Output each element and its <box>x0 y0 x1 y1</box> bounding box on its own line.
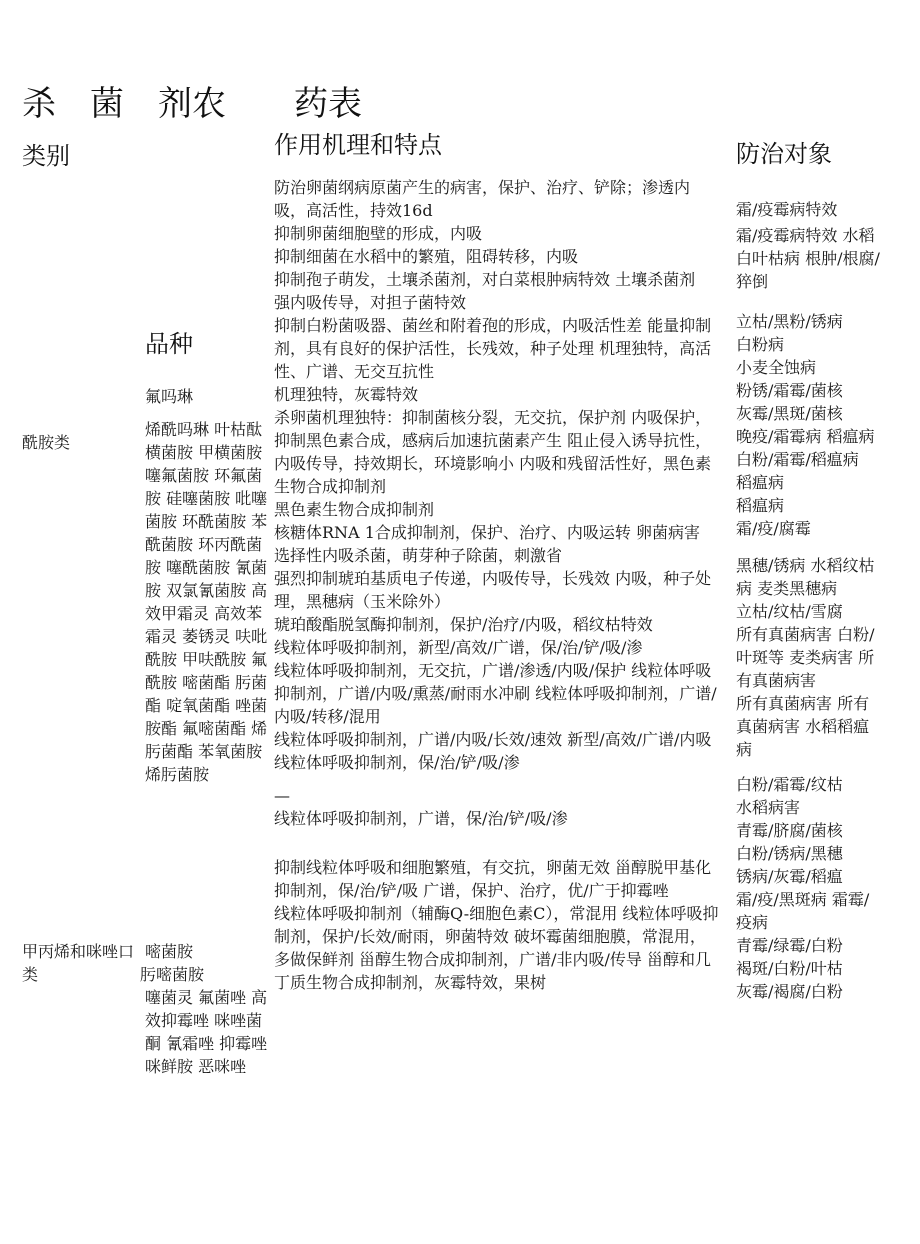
target-line: 白粉/霜霉/稻瘟病 <box>736 450 859 469</box>
target-line: 粉锈/霜霉/菌核 <box>736 381 843 400</box>
mechanism-line: 抑制白粉菌吸器、菌丝和附着孢的形成，内吸活性差 能量抑制剂，具有良好的保护活性，长残效，种子处理 机理独特，高活性、广谱、无交互抗性 <box>274 316 712 381</box>
header-target: 防治对象 <box>736 140 832 168</box>
mechanism-line: 抑制线粒体呼吸和细胞繁殖，有交抗，卵菌无效 甾醇脱甲基化抑制剂，保/治/铲/吸 广谱，保护、治疗，优/广于抑霉唑 <box>274 858 712 900</box>
mechanism-line: 线粒体呼吸抑制剂，广谱，保/治/铲/吸/渗 <box>274 809 568 828</box>
target-line: 小麦全蚀病 <box>736 358 817 377</box>
target-line: 白粉/锈病/黑穗 <box>736 844 843 863</box>
target-line: 白粉/霜霉/纹枯 <box>736 775 843 794</box>
mechanism-line: 防治卵菌纲病原菌产生的病害，保护、治疗、铲除；渗透内吸，高活性，持效16d <box>274 178 691 220</box>
page-title: 杀 菌 剂农 药表 <box>22 84 362 124</box>
mechanism-line: 强内吸传导，对担子菌特效 <box>274 293 467 312</box>
target-line: 锈病/灰霉/稻瘟 <box>736 867 843 886</box>
header-category: 类别 <box>22 142 70 170</box>
mechanism-line: 抑制卵菌细胞壁的形成，内吸 <box>274 224 483 243</box>
mechanism-line: 杀卵菌机理独特：抑制菌核分裂，无交抗，保护剂 内吸保护，抑制黑色素合成，感病后加速抗菌素产生 阻止侵入诱导抗性，内吸传导，持效期长，环境影响小 内吸和残留活性好，黑色素生物合成抑制剂 <box>274 408 712 496</box>
mechanism-line: 核糖体RNA 1合成抑制剂，保护、治疗、内吸运转 卵菌病害 <box>274 523 700 542</box>
target-line: 灰霉/黑斑/菌核 <box>736 404 843 423</box>
category-amide: 酰胺类 <box>22 433 71 452</box>
mechanism-line: — <box>274 786 290 805</box>
target-line: 水稻病害 <box>736 798 801 817</box>
variety-first: 氟吗琳 <box>145 387 194 406</box>
mechanism-line: 线粒体呼吸抑制剂，无交抗，广谱/渗透/内吸/保护 线粒体呼吸抑制剂，广谱/内吸/熏蒸/耐雨水冲刷 线粒体呼吸抑制剂，广谱/内吸/转移/混用 <box>274 661 717 726</box>
target-line: 青霉/脐腐/菌核 <box>736 821 843 840</box>
target-line: 霜/疫霉病特效 水稻白叶枯病 根肿/根腐/猝倒 <box>736 226 880 291</box>
mechanism-line: 抑制孢子萌发，土壤杀菌剂，对白菜根肿病特效 土壤杀菌剂 <box>274 270 696 289</box>
mechanism-line: 线粒体呼吸抑制剂，新型/高效/广谱，保/治/铲/吸/渗 <box>274 638 643 657</box>
mechanism-line: 线粒体呼吸抑制剂，保/治/铲/吸/渗 <box>274 753 520 772</box>
target-line: 稻瘟病 <box>736 473 785 492</box>
target-line: 霜/疫/黑斑病 霜霉/疫病 <box>736 890 870 932</box>
mechanism-line: 琥珀酸酯脱氢酶抑制剂，保护/治疗/内吸，稻纹枯特效 <box>274 615 653 634</box>
target-line: 稻瘟病 <box>736 496 785 515</box>
header-variety: 品种 <box>145 330 193 358</box>
target-line: 所有真菌病害 白粉/叶斑等 麦类病害 所有真菌病害 <box>736 625 875 690</box>
target-line: 褐斑/白粉/叶枯 <box>736 959 843 978</box>
variety-second-a: 嘧菌胺 <box>145 942 194 961</box>
header-mechanism: 作用机理和特点 <box>274 131 442 159</box>
mechanism-line: 选择性内吸杀菌，萌芽种子除菌，刺激省 <box>274 546 563 565</box>
target-line: 立枯/黑粉/锈病 <box>736 312 843 331</box>
variety-second-list: 噻菌灵 氟菌唑 高效抑霉唑 咪唑菌酮 氰霜唑 抑霉唑 咪鲜胺 恶咪唑 <box>145 988 273 1076</box>
category-azole-b: 类 <box>22 965 39 984</box>
mechanism-line: 抑制细菌在水稻中的繁殖，阻碍转移，内吸 <box>274 247 579 266</box>
target-line: 黑穗/锈病 水稻纹枯病 麦类黑穗病 <box>736 556 875 598</box>
target-line: 霜/疫/腐霉 <box>736 519 811 538</box>
mechanism-line: 强烈抑制琥珀基质电子传递，内吸传导，长残效 内吸，种子处理，黑穗病（玉米除外） <box>274 569 712 611</box>
mechanism-line: 机理独特，灰霉特效 <box>274 385 419 404</box>
mechanism-column <box>274 176 720 994</box>
target-column <box>736 198 884 1003</box>
mechanism-line: 线粒体呼吸抑制剂（辅酶Q-细胞色素C），常混用 线粒体呼吸抑制剂，保护/长效/耐雨，卵菌特效 破坏霉菌细胞膜，常混用，多做保鲜剂 甾醇生物合成抑制剂，广谱/非内吸/传导 甾醇和几丁质生物合成抑制剂，灰霉特效，果树 <box>274 904 719 992</box>
mechanism-line: 黑色素生物合成抑制剂 <box>274 500 435 519</box>
target-line: 青霉/绿霉/白粉 <box>736 936 843 955</box>
target-line: 霜/疫霉病特效 <box>736 200 838 219</box>
mechanism-line: 线粒体呼吸抑制剂，广谱/内吸/长效/速效 新型/高效/广谱/内吸 <box>274 730 712 749</box>
target-line: 所有真菌病害 所有真菌病害 水稻稻瘟病 <box>736 694 870 759</box>
target-line: 晚疫/霜霉病 稻瘟病 <box>736 427 875 446</box>
variety-second-b: 肟嘧菌胺 <box>140 965 205 984</box>
variety-list: 烯酰吗琳 叶枯酞 横菌胺 甲横菌胺 噻氟菌胺 环氟菌胺 硅噻菌胺 吡噻菌胺 环酰菌胺 苯酰菌胺 环丙酰菌胺 噻酰菌胺 氰菌胺 双氯氰菌胺 高效甲霜灵 高效苯霜灵 萎锈灵 呋吡酰胺 甲呋酰胺 氟酰胺 嘧菌酯 肟菌酯 啶氧菌酯 唑菌胺酯 氟嘧菌酯 烯肟菌酯 苯氧菌胺 烯肟菌胺 <box>145 420 268 784</box>
target-line: 灰霉/褐腐/白粉 <box>736 982 843 1001</box>
target-line: 白粉病 <box>736 335 785 354</box>
category-azole-a: 甲丙烯和咪唑口 <box>22 942 135 961</box>
target-line: 立枯/纹枯/雪腐 <box>736 602 843 621</box>
